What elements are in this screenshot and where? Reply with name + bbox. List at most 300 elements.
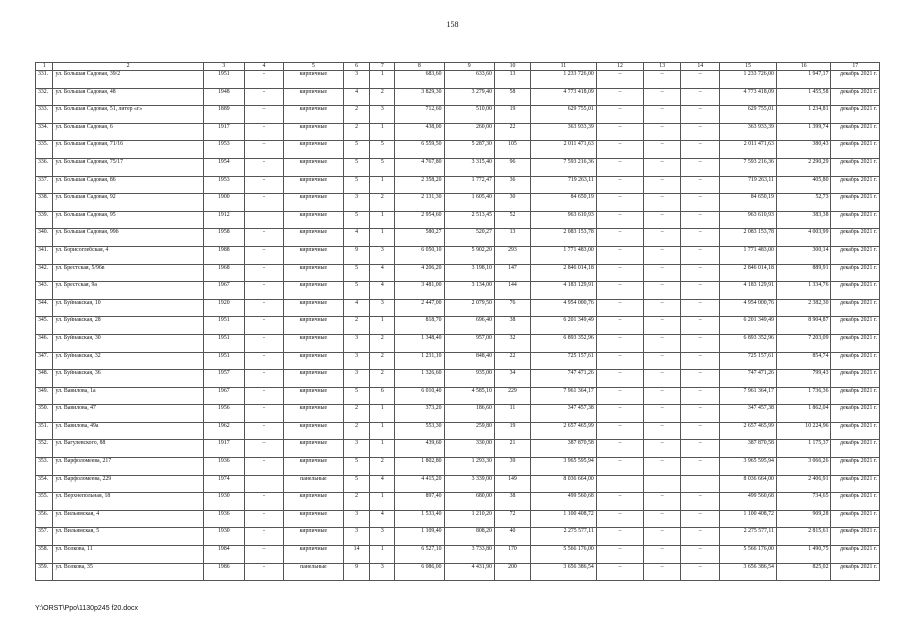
specific-cost-cell: 380,43 bbox=[776, 141, 831, 159]
year-cell: 1920 bbox=[203, 299, 244, 317]
entrances-cell: 1 bbox=[370, 405, 395, 423]
col14-cell: – bbox=[681, 563, 720, 581]
address-cell: ул. Буйнакская, 36 bbox=[53, 370, 203, 388]
table-row bbox=[36, 246, 880, 264]
residents-cell: 34 bbox=[494, 370, 530, 388]
col13-cell: – bbox=[644, 334, 681, 352]
col14-cell: – bbox=[681, 282, 720, 300]
entrances-cell: 1 bbox=[370, 229, 395, 247]
col12-cell: – bbox=[596, 123, 643, 141]
col14-cell: – bbox=[681, 334, 720, 352]
column-number: 4 bbox=[244, 63, 283, 71]
cost-cell: 2 083 153,78 bbox=[530, 229, 596, 247]
col4-cell: – bbox=[244, 141, 283, 159]
column-number: 12 bbox=[596, 63, 643, 71]
wall-material-cell: кирпичные bbox=[284, 282, 344, 300]
col4-cell: - bbox=[244, 194, 283, 212]
deadline-cell: декабрь 2021 г. bbox=[831, 106, 880, 124]
specific-cost-cell: 1 736,36 bbox=[776, 387, 831, 405]
col13-cell: – bbox=[644, 229, 681, 247]
specific-cost-cell: 909,28 bbox=[776, 510, 831, 528]
col13-cell: – bbox=[644, 106, 681, 124]
specific-cost-cell: 1 947,17 bbox=[776, 71, 831, 89]
col13-cell: – bbox=[644, 194, 681, 212]
wall-material-cell: кирпичные bbox=[284, 510, 344, 528]
address-cell: ул. Большая Садовая, 51, литер «г» bbox=[53, 106, 203, 124]
col12-cell: – bbox=[596, 510, 643, 528]
living-area-cell: 1 210,20 bbox=[444, 510, 494, 528]
residents-cell: 229 bbox=[494, 387, 530, 405]
column-number: 3 bbox=[203, 63, 244, 71]
entrances-cell: 3 bbox=[370, 299, 395, 317]
total-area-cell: 1 533,40 bbox=[395, 510, 444, 528]
row-number: 358. bbox=[36, 546, 53, 564]
deadline-cell: декабрь 2021 г. bbox=[831, 246, 880, 264]
total-area-cell: 818,70 bbox=[395, 317, 444, 335]
col13-cell: – bbox=[644, 299, 681, 317]
row-number: 356. bbox=[36, 510, 53, 528]
specific-cost-cell: 405,80 bbox=[776, 176, 831, 194]
table-row bbox=[36, 106, 880, 124]
total-cost-cell: 719 263,11 bbox=[720, 176, 777, 194]
col14-cell: – bbox=[681, 528, 720, 546]
row-number: 353. bbox=[36, 458, 53, 476]
footer-file-path: Y:\ORST\Ppo\1130p245 f20.docx bbox=[35, 605, 138, 612]
table-row bbox=[36, 387, 880, 405]
living-area-cell: 957,00 bbox=[444, 334, 494, 352]
total-area-cell: 6 559,50 bbox=[395, 141, 444, 159]
column-number: 8 bbox=[395, 63, 444, 71]
row-number: 335. bbox=[36, 141, 53, 159]
total-cost-cell: 4 773 418,09 bbox=[720, 88, 777, 106]
total-cost-cell: 387 870,58 bbox=[720, 440, 777, 458]
deadline-cell: декабрь 2021 г. bbox=[831, 475, 880, 493]
col12-cell: – bbox=[596, 158, 643, 176]
address-cell: ул. Вавилова, 49а bbox=[53, 422, 203, 440]
living-area-cell: 186,60 bbox=[444, 405, 494, 423]
specific-cost-cell: 854,74 bbox=[776, 352, 831, 370]
wall-material-cell: кирпичные bbox=[284, 123, 344, 141]
wall-material-cell: кирпичные bbox=[284, 158, 344, 176]
row-number: 346. bbox=[36, 334, 53, 352]
wall-material-cell: кирпичные bbox=[284, 405, 344, 423]
floors-cell: 5 bbox=[343, 211, 370, 229]
row-number: 352. bbox=[36, 440, 53, 458]
floors-cell: 4 bbox=[343, 88, 370, 106]
col4-cell: - bbox=[244, 528, 283, 546]
total-area-cell: 4 415,20 bbox=[395, 475, 444, 493]
col14-cell: – bbox=[681, 123, 720, 141]
residents-cell: 72 bbox=[494, 510, 530, 528]
address-cell: ул. Верхнепольная, 18 bbox=[53, 493, 203, 511]
residents-cell: 13 bbox=[494, 229, 530, 247]
residents-cell: 52 bbox=[494, 211, 530, 229]
floors-cell: 5 bbox=[343, 458, 370, 476]
address-cell: ул. Вавилова, 1а bbox=[53, 387, 203, 405]
col4-cell bbox=[244, 211, 283, 229]
address-cell: ул. Вильямская, 5 bbox=[53, 528, 203, 546]
deadline-cell: декабрь 2021 г. bbox=[831, 282, 880, 300]
specific-cost-cell: 383,38 bbox=[776, 211, 831, 229]
deadline-cell: декабрь 2021 г. bbox=[831, 563, 880, 581]
year-cell: 1917 bbox=[203, 440, 244, 458]
year-cell: 1930 bbox=[203, 493, 244, 511]
col13-cell: – bbox=[644, 352, 681, 370]
floors-cell: 2 bbox=[343, 317, 370, 335]
address-cell: ул. Брестская, 9а bbox=[53, 282, 203, 300]
cost-cell: 499 560,68 bbox=[530, 493, 596, 511]
floors-cell: 9 bbox=[343, 563, 370, 581]
col14-cell: – bbox=[681, 440, 720, 458]
col13-cell: – bbox=[644, 246, 681, 264]
table-row bbox=[36, 317, 880, 335]
deadline-cell: декабрь 2021 г. bbox=[831, 352, 880, 370]
total-cost-cell: 629 755,01 bbox=[720, 106, 777, 124]
cost-cell: 7 961 364,17 bbox=[530, 387, 596, 405]
residents-cell: 170 bbox=[494, 546, 530, 564]
living-area-cell: 3 339,00 bbox=[444, 475, 494, 493]
residents-cell: 38 bbox=[494, 493, 530, 511]
floors-cell: 3 bbox=[343, 370, 370, 388]
living-area-cell: 808,20 bbox=[444, 528, 494, 546]
entrances-cell: 1 bbox=[370, 123, 395, 141]
cost-cell: 1 233 726,00 bbox=[530, 71, 596, 89]
total-area-cell: 897,40 bbox=[395, 493, 444, 511]
floors-cell: 2 bbox=[343, 123, 370, 141]
total-cost-cell: 2 011 471,63 bbox=[720, 141, 777, 159]
col14-cell bbox=[681, 475, 720, 493]
floors-cell: 3 bbox=[343, 510, 370, 528]
year-cell: 1956 bbox=[203, 405, 244, 423]
row-number: 334. bbox=[36, 123, 53, 141]
year-cell: 1936 bbox=[203, 510, 244, 528]
column-number: 11 bbox=[530, 63, 596, 71]
year-cell: 1912 bbox=[203, 211, 244, 229]
total-area-cell: 4 206,20 bbox=[395, 264, 444, 282]
total-cost-cell: 2 657 465,99 bbox=[720, 422, 777, 440]
col4-cell: - bbox=[244, 493, 283, 511]
column-number: 5 bbox=[284, 63, 344, 71]
table-row bbox=[36, 405, 880, 423]
total-area-cell: 1 326,60 bbox=[395, 370, 444, 388]
cost-cell: 2 275 577,11 bbox=[530, 528, 596, 546]
col4-cell: - bbox=[244, 334, 283, 352]
table-row bbox=[36, 546, 880, 564]
specific-cost-cell: 3 066,26 bbox=[776, 458, 831, 476]
row-number: 341. bbox=[36, 246, 53, 264]
row-number: 336. bbox=[36, 158, 53, 176]
year-cell: 1889 bbox=[203, 106, 244, 124]
col12-cell: – bbox=[596, 528, 643, 546]
table-row bbox=[36, 299, 880, 317]
total-area-cell: 439,60 bbox=[395, 440, 444, 458]
entrances-cell: 3 bbox=[370, 246, 395, 264]
col12-cell: – bbox=[596, 422, 643, 440]
col13-cell: – bbox=[644, 123, 681, 141]
specific-cost-cell: 1 399,74 bbox=[776, 123, 831, 141]
address-cell: ул. Буйнакская, 30 bbox=[53, 334, 203, 352]
col12-cell: – bbox=[596, 71, 643, 89]
deadline-cell: декабрь 2021 г. bbox=[831, 334, 880, 352]
col13-cell: – bbox=[644, 211, 681, 229]
living-area-cell: 260,00 bbox=[444, 123, 494, 141]
col12-cell: – bbox=[596, 106, 643, 124]
entrances-cell: 6 bbox=[370, 387, 395, 405]
col14-cell: – bbox=[681, 229, 720, 247]
total-area-cell: 1 231,10 bbox=[395, 352, 444, 370]
residents-cell: 30 bbox=[494, 194, 530, 212]
specific-cost-cell: 1 490,75 bbox=[776, 546, 831, 564]
total-area-cell: 2 447,00 bbox=[395, 299, 444, 317]
row-number: 344. bbox=[36, 299, 53, 317]
deadline-cell: декабрь 2021 г. bbox=[831, 387, 880, 405]
address-cell: ул. Большая Садовая, 39/2 bbox=[53, 71, 203, 89]
wall-material-cell: кирпичные bbox=[284, 176, 344, 194]
row-number: 342. bbox=[36, 264, 53, 282]
col4-cell: - bbox=[244, 317, 283, 335]
total-cost-cell: 2 846 014,18 bbox=[720, 264, 777, 282]
page-number: 158 bbox=[446, 20, 459, 29]
residents-cell: 105 bbox=[494, 141, 530, 159]
wall-material-cell: кирпичные bbox=[284, 528, 344, 546]
address-cell: ул. Борисоглебская, 4 bbox=[53, 246, 203, 264]
table-row bbox=[36, 264, 880, 282]
living-area-cell: 3 134,00 bbox=[444, 282, 494, 300]
entrances-cell: 3 bbox=[370, 106, 395, 124]
col13-cell: – bbox=[644, 88, 681, 106]
row-number: 333. bbox=[36, 106, 53, 124]
column-number: 16 bbox=[776, 63, 831, 71]
deadline-cell: декабрь 2021 г. bbox=[831, 546, 880, 564]
table-row bbox=[36, 334, 880, 352]
column-number: 10 bbox=[494, 63, 530, 71]
deadline-cell: декабрь 2021 г. bbox=[831, 264, 880, 282]
total-area-cell: 2 954,60 bbox=[395, 211, 444, 229]
living-area-cell: 3 198,10 bbox=[444, 264, 494, 282]
year-cell: 1974 bbox=[203, 475, 244, 493]
table-row bbox=[36, 88, 880, 106]
residents-cell: 13 bbox=[494, 71, 530, 89]
col14-cell: – bbox=[681, 546, 720, 564]
row-number: 347. bbox=[36, 352, 53, 370]
address-cell: ул. Большая Садовая, 99б bbox=[53, 229, 203, 247]
floors-cell: 4 bbox=[343, 229, 370, 247]
living-area-cell: 4 585,10 bbox=[444, 387, 494, 405]
floors-cell: 9 bbox=[343, 246, 370, 264]
col4-cell: – bbox=[244, 106, 283, 124]
col12-cell: – bbox=[596, 387, 643, 405]
col13-cell bbox=[644, 475, 681, 493]
cost-cell: 387 870,58 bbox=[530, 440, 596, 458]
specific-cost-cell: 4 003,99 bbox=[776, 229, 831, 247]
col12-cell: – bbox=[596, 246, 643, 264]
col12-cell: – bbox=[596, 352, 643, 370]
living-area-cell: 1 605,40 bbox=[444, 194, 494, 212]
residents-cell: 38 bbox=[494, 317, 530, 335]
wall-material-cell: кирпичные bbox=[284, 264, 344, 282]
year-cell: 1930 bbox=[203, 528, 244, 546]
address-cell: ул. Брестская, 5/96в bbox=[53, 264, 203, 282]
residents-cell: 149 bbox=[494, 475, 530, 493]
col14-cell: – bbox=[681, 211, 720, 229]
specific-cost-cell: 1 455,58 bbox=[776, 88, 831, 106]
floors-cell: 2 bbox=[343, 106, 370, 124]
address-cell: ул. Варфоломеева, 229 bbox=[53, 475, 203, 493]
col4-cell: - bbox=[244, 88, 283, 106]
total-cost-cell: 7 961 364,17 bbox=[720, 387, 777, 405]
year-cell: 1954 bbox=[203, 158, 244, 176]
entrances-cell: 4 bbox=[370, 282, 395, 300]
wall-material-cell: кирпичные bbox=[284, 229, 344, 247]
deadline-cell: декабрь 2021 г. bbox=[831, 422, 880, 440]
entrances-cell: 2 bbox=[370, 194, 395, 212]
row-number: 337. bbox=[36, 176, 53, 194]
entrances-cell: 1 bbox=[370, 317, 395, 335]
deadline-cell: декабрь 2021 г. bbox=[831, 176, 880, 194]
col12-cell bbox=[596, 475, 643, 493]
col4-cell: - bbox=[244, 71, 283, 89]
deadline-cell: декабрь 2021 г. bbox=[831, 194, 880, 212]
col14-cell: – bbox=[681, 352, 720, 370]
table-row bbox=[36, 440, 880, 458]
col14-cell: – bbox=[681, 387, 720, 405]
deadline-cell: декабрь 2021 г. bbox=[831, 71, 880, 89]
wall-material-cell: кирпичные bbox=[284, 440, 344, 458]
address-cell: ул. Большая Садовая, 86 bbox=[53, 176, 203, 194]
cost-cell: 2 846 014,18 bbox=[530, 264, 596, 282]
column-number: 13 bbox=[644, 63, 681, 71]
entrances-cell: 1 bbox=[370, 176, 395, 194]
living-area-cell: 5 902,20 bbox=[444, 246, 494, 264]
specific-cost-cell: 1 334,76 bbox=[776, 282, 831, 300]
floors-cell: 3 bbox=[343, 352, 370, 370]
table-row bbox=[36, 352, 880, 370]
row-number: 340. bbox=[36, 229, 53, 247]
entrances-cell: 5 bbox=[370, 141, 395, 159]
table-row bbox=[36, 458, 880, 476]
specific-cost-cell: 10 224,96 bbox=[776, 422, 831, 440]
table-row bbox=[36, 158, 880, 176]
deadline-cell: декабрь 2021 г. bbox=[831, 458, 880, 476]
cost-cell: 6 893 352,96 bbox=[530, 334, 596, 352]
cost-cell: 725 157,61 bbox=[530, 352, 596, 370]
specific-cost-cell: 8 904,87 bbox=[776, 317, 831, 335]
total-cost-cell: 6 201 349,49 bbox=[720, 317, 777, 335]
entrances-cell: 3 bbox=[370, 563, 395, 581]
row-number: 359. bbox=[36, 563, 53, 581]
total-area-cell: 1 802,80 bbox=[395, 458, 444, 476]
col4-cell: - bbox=[244, 176, 283, 194]
housing-table bbox=[35, 62, 880, 581]
year-cell: 1917 bbox=[203, 123, 244, 141]
cost-cell: 3 965 595,94 bbox=[530, 458, 596, 476]
address-cell: ул. Буйнакская, 28 bbox=[53, 317, 203, 335]
total-cost-cell: 2 083 153,78 bbox=[720, 229, 777, 247]
col13-cell: – bbox=[644, 563, 681, 581]
year-cell: 1958 bbox=[203, 229, 244, 247]
residents-cell: 96 bbox=[494, 158, 530, 176]
entrances-cell: 4 bbox=[370, 475, 395, 493]
col13-cell: – bbox=[644, 71, 681, 89]
living-area-cell: 4 431,90 bbox=[444, 563, 494, 581]
year-cell: 1951 bbox=[203, 334, 244, 352]
floors-cell: 4 bbox=[343, 299, 370, 317]
floors-cell: 3 bbox=[343, 71, 370, 89]
total-area-cell: 3 829,30 bbox=[395, 88, 444, 106]
cost-cell: 4 773 418,09 bbox=[530, 88, 596, 106]
col4-cell: - bbox=[244, 123, 283, 141]
cost-cell: 7 593 216,36 bbox=[530, 158, 596, 176]
living-area-cell: 633,60 bbox=[444, 71, 494, 89]
total-cost-cell: 1 233 726,00 bbox=[720, 71, 777, 89]
row-number: 348. bbox=[36, 370, 53, 388]
col13-cell: – bbox=[644, 370, 681, 388]
floors-cell: 5 bbox=[343, 141, 370, 159]
floors-cell: 14 bbox=[343, 546, 370, 564]
total-area-cell: 6 527,10 bbox=[395, 546, 444, 564]
cost-cell: 347 457,38 bbox=[530, 405, 596, 423]
specific-cost-cell: 1 862,04 bbox=[776, 405, 831, 423]
total-cost-cell: 1 100 408,72 bbox=[720, 510, 777, 528]
column-number: 17 bbox=[831, 63, 880, 71]
wall-material-cell: кирпичные bbox=[284, 88, 344, 106]
year-cell: 1953 bbox=[203, 141, 244, 159]
total-area-cell: 1 348,40 bbox=[395, 334, 444, 352]
deadline-cell: декабрь 2021 г. bbox=[831, 493, 880, 511]
residents-cell: 58 bbox=[494, 88, 530, 106]
col4-cell: - bbox=[244, 405, 283, 423]
column-number: 15 bbox=[720, 63, 777, 71]
cost-cell: 84 650,19 bbox=[530, 194, 596, 212]
col13-cell: – bbox=[644, 176, 681, 194]
col13-cell: – bbox=[644, 317, 681, 335]
wall-material-cell: кирпичные bbox=[284, 317, 344, 335]
living-area-cell: 2 513,45 bbox=[444, 211, 494, 229]
total-cost-cell: 4 954 000,76 bbox=[720, 299, 777, 317]
wall-material-cell: кирпичные bbox=[284, 370, 344, 388]
col4-cell: - bbox=[244, 422, 283, 440]
entrances-cell: 2 bbox=[370, 334, 395, 352]
floors-cell: 2 bbox=[343, 422, 370, 440]
address-cell: ул. Большая Садовая, 71/16 bbox=[53, 141, 203, 159]
column-number: 14 bbox=[681, 63, 720, 71]
total-area-cell: 712,60 bbox=[395, 106, 444, 124]
cost-cell: 629 755,01 bbox=[530, 106, 596, 124]
row-number: 349. bbox=[36, 387, 53, 405]
col13-cell: – bbox=[644, 405, 681, 423]
col12-cell: – bbox=[596, 317, 643, 335]
entrances-cell: 3 bbox=[370, 528, 395, 546]
entrances-cell: 1 bbox=[370, 422, 395, 440]
col12-cell: – bbox=[596, 282, 643, 300]
wall-material-cell: кирпичные bbox=[284, 246, 344, 264]
col14-cell: – bbox=[681, 158, 720, 176]
total-area-cell: 683,60 bbox=[395, 71, 444, 89]
total-area-cell: 6 010,40 bbox=[395, 387, 444, 405]
year-cell: 1951 bbox=[203, 71, 244, 89]
col14-cell: – bbox=[681, 458, 720, 476]
address-cell: ул. Вильямская, 4 bbox=[53, 510, 203, 528]
entrances-cell: 2 bbox=[370, 458, 395, 476]
total-area-cell: 3 481,00 bbox=[395, 282, 444, 300]
floors-cell: 5 bbox=[343, 387, 370, 405]
entrances-cell: 1 bbox=[370, 440, 395, 458]
deadline-cell: декабрь 2021 г. bbox=[831, 370, 880, 388]
living-area-cell: 5 287,30 bbox=[444, 141, 494, 159]
wall-material-cell: кирпичные bbox=[284, 141, 344, 159]
col12-cell: – bbox=[596, 211, 643, 229]
cost-cell: 1 771 483,00 bbox=[530, 246, 596, 264]
